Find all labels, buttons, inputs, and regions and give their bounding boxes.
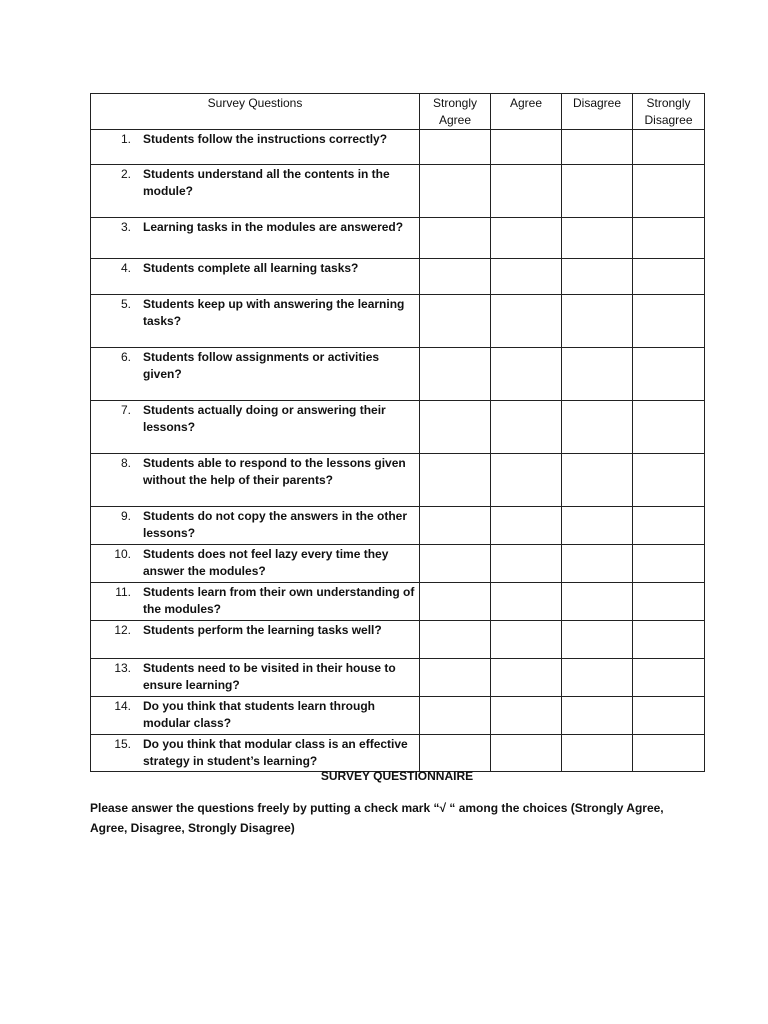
answer-cell-disagree[interactable] (562, 735, 633, 772)
answer-cell-strongly-agree[interactable] (420, 507, 491, 545)
question-cell (91, 735, 420, 772)
table-row (91, 165, 705, 218)
answer-cell-strongly-disagree[interactable] (633, 454, 705, 507)
answer-cell-agree[interactable] (491, 545, 562, 583)
answer-cell-disagree[interactable] (562, 348, 633, 401)
question-number: 2. (120, 167, 131, 181)
answer-cell-agree[interactable] (491, 735, 562, 772)
answer-cell-strongly-disagree[interactable] (633, 659, 705, 697)
answer-cell-strongly-disagree[interactable] (633, 401, 705, 454)
header-disagree: Disagree (562, 94, 633, 130)
answer-cell-strongly-agree[interactable] (420, 130, 491, 165)
table-row (91, 401, 705, 454)
table-row (91, 735, 705, 772)
question-text: Students learn from their own understanding of the modules? (143, 585, 415, 616)
answer-cell-agree[interactable] (491, 659, 562, 697)
answer-cell-strongly-agree[interactable] (420, 348, 491, 401)
header-row (91, 94, 705, 130)
answer-cell-strongly-disagree[interactable] (633, 735, 705, 772)
answer-cell-strongly-agree[interactable] (420, 621, 491, 659)
instructions-text: Please answer the questions freely by putting a check mark “√ “ among the choices (Strongly Agree, Agree, Disagree, Strongly Disagree) (90, 801, 664, 835)
question-text: Students does not feel lazy every time they answer the modules? (143, 547, 389, 578)
table-row (91, 659, 705, 697)
answer-cell-agree[interactable] (491, 401, 562, 454)
table-row (91, 295, 705, 348)
answer-cell-disagree[interactable] (562, 401, 633, 454)
answer-cell-agree[interactable] (491, 507, 562, 545)
table-row (91, 348, 705, 401)
question-cell (91, 583, 420, 621)
answer-cell-disagree[interactable] (562, 583, 633, 621)
question-number: 8. (120, 456, 131, 470)
answer-cell-disagree[interactable] (562, 295, 633, 348)
question-text: Do you think that students learn through modular class? (143, 699, 375, 730)
question-cell (91, 545, 420, 583)
question-text: Students complete all learning tasks? (143, 261, 359, 275)
answer-cell-strongly-disagree[interactable] (633, 130, 705, 165)
answer-cell-agree[interactable] (491, 259, 562, 295)
question-text: Students follow the instructions correctly? (143, 132, 388, 146)
question-text: Students keep up with answering the learning tasks? (143, 297, 405, 328)
answer-cell-strongly-agree[interactable] (420, 583, 491, 621)
question-number: 12. (114, 623, 131, 637)
answer-cell-agree[interactable] (491, 454, 562, 507)
answer-cell-strongly-agree[interactable] (420, 545, 491, 583)
answer-cell-disagree[interactable] (562, 545, 633, 583)
answer-cell-strongly-disagree[interactable] (633, 507, 705, 545)
question-cell (91, 165, 420, 218)
table-row (91, 621, 705, 659)
answer-cell-strongly-agree[interactable] (420, 165, 491, 218)
question-text: Students do not copy the answers in the other lessons? (143, 509, 408, 540)
answer-cell-agree[interactable] (491, 583, 562, 621)
answer-cell-strongly-agree[interactable] (420, 295, 491, 348)
answer-cell-disagree[interactable] (562, 130, 633, 165)
question-number: 5. (120, 297, 131, 311)
question-number: 1. (120, 132, 131, 146)
header-agree: Agree (491, 94, 562, 130)
answer-cell-disagree[interactable] (562, 165, 633, 218)
question-text: Students need to be visited in their house to ensure learning? (143, 661, 396, 692)
answer-cell-strongly-disagree[interactable] (633, 583, 705, 621)
answer-cell-disagree[interactable] (562, 259, 633, 295)
question-text: Students able to respond to the lessons given without the help of their parents? (143, 456, 406, 487)
question-number: 4. (120, 261, 131, 275)
question-number: 10. (114, 547, 131, 561)
table-row (91, 507, 705, 545)
answer-cell-strongly-agree[interactable] (420, 259, 491, 295)
table-row (91, 697, 705, 735)
table-row (91, 545, 705, 583)
answer-cell-disagree[interactable] (562, 697, 633, 735)
table-row (91, 218, 705, 259)
header-strongly-agree: Strongly Agree (420, 94, 491, 130)
question-cell (91, 401, 420, 454)
survey-table (90, 93, 705, 772)
answer-cell-strongly-disagree[interactable] (633, 545, 705, 583)
table-row (91, 454, 705, 507)
question-number: 7. (120, 403, 131, 417)
answer-cell-strongly-disagree[interactable] (633, 218, 705, 259)
question-number: 15. (114, 737, 131, 751)
question-cell (91, 621, 420, 659)
table-row (91, 130, 705, 165)
answer-cell-strongly-agree[interactable] (420, 659, 491, 697)
answer-cell-strongly-agree[interactable] (420, 454, 491, 507)
question-number: 11. (115, 585, 131, 599)
answer-cell-disagree[interactable] (562, 507, 633, 545)
answer-cell-agree[interactable] (491, 218, 562, 259)
answer-cell-strongly-agree[interactable] (420, 218, 491, 259)
answer-cell-agree[interactable] (491, 165, 562, 218)
question-number: 14. (114, 699, 131, 713)
answer-cell-agree[interactable] (491, 621, 562, 659)
question-number: 3. (120, 220, 131, 234)
answer-cell-strongly-disagree[interactable] (633, 697, 705, 735)
question-cell (91, 259, 420, 295)
question-text: Students actually doing or answering their lessons? (143, 403, 386, 434)
answer-cell-disagree[interactable] (562, 454, 633, 507)
question-text: Students perform the learning tasks well? (143, 623, 382, 637)
question-text: Do you think that modular class is an effective strategy in student’s learning? (143, 737, 408, 768)
question-cell (91, 697, 420, 735)
answer-cell-strongly-disagree[interactable] (633, 348, 705, 401)
question-cell (91, 659, 420, 697)
question-text: Learning tasks in the modules are answered? (143, 220, 404, 234)
question-cell (91, 295, 420, 348)
answer-cell-agree[interactable] (491, 130, 562, 165)
question-number: 13. (114, 661, 131, 675)
answer-cell-disagree[interactable] (562, 659, 633, 697)
answer-cell-agree[interactable] (491, 295, 562, 348)
question-number: 6. (120, 350, 131, 364)
header-strongly-disagree: Strongly Disagree (633, 94, 705, 130)
answer-cell-strongly-disagree[interactable] (633, 259, 705, 295)
question-cell (91, 454, 420, 507)
answer-cell-agree[interactable] (491, 697, 562, 735)
answer-cell-disagree[interactable] (562, 218, 633, 259)
question-text: Students understand all the contents in the module? (143, 167, 390, 198)
question-number: 9. (120, 509, 131, 523)
answer-cell-agree[interactable] (491, 348, 562, 401)
answer-cell-strongly-agree[interactable] (420, 401, 491, 454)
answer-cell-strongly-disagree[interactable] (633, 165, 705, 218)
question-text: Students follow assignments or activities given? (143, 350, 380, 381)
answer-cell-disagree[interactable] (562, 621, 633, 659)
header-survey-questions: Survey Questions (91, 94, 420, 130)
answer-cell-strongly-disagree[interactable] (633, 295, 705, 348)
answer-cell-strongly-agree[interactable] (420, 697, 491, 735)
table-row (91, 259, 705, 295)
question-cell (91, 348, 420, 401)
question-cell (91, 218, 420, 259)
answer-cell-strongly-agree[interactable] (420, 735, 491, 772)
answer-cell-strongly-disagree[interactable] (633, 621, 705, 659)
table-row (91, 583, 705, 621)
question-cell (91, 507, 420, 545)
survey-body (91, 130, 705, 772)
survey-title: SURVEY QUESTIONNAIRE (320, 769, 474, 783)
question-cell (91, 130, 420, 165)
